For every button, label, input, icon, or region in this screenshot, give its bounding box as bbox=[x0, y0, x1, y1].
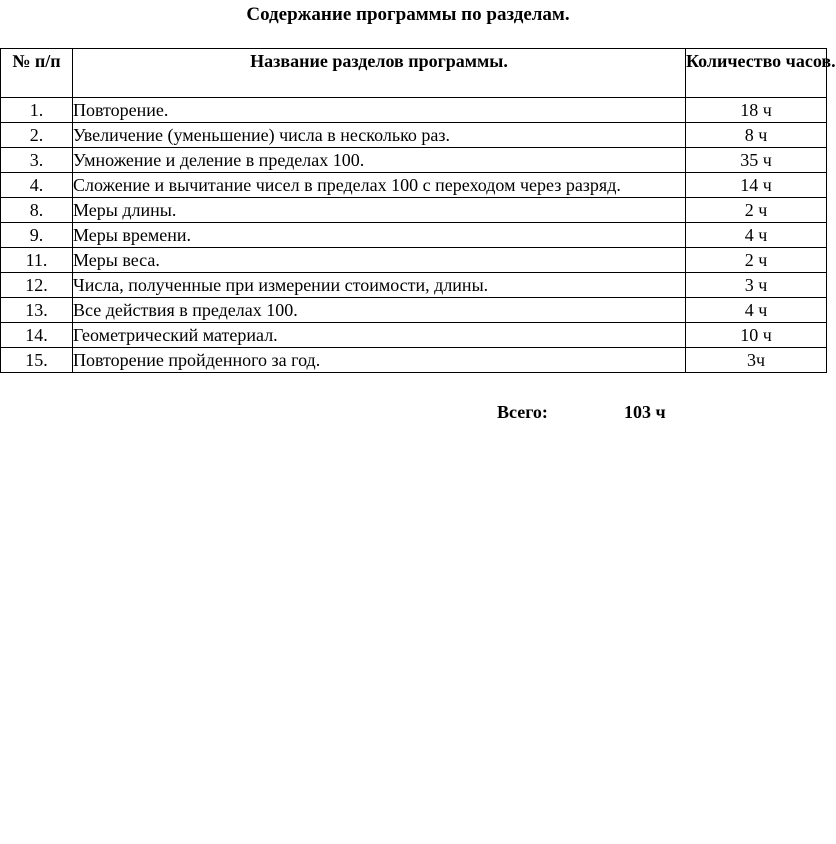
row-number: 14. bbox=[1, 323, 73, 348]
row-name: Геометрический материал. bbox=[73, 323, 686, 348]
table-body bbox=[1, 98, 827, 373]
row-number: 4. bbox=[1, 173, 73, 198]
row-name: Умножение и деление в пределах 100. bbox=[73, 148, 686, 173]
row-name: Меры веса. bbox=[73, 248, 686, 273]
header-name: Название разделов программы. bbox=[73, 49, 686, 98]
row-hours: 10 ч bbox=[686, 323, 827, 348]
table-row bbox=[1, 173, 827, 198]
row-hours: 14 ч bbox=[686, 173, 827, 198]
row-hours: 2 ч bbox=[686, 248, 827, 273]
header-hours: Количество часов. bbox=[686, 49, 827, 98]
row-hours: 4 ч bbox=[686, 223, 827, 248]
total-label: Всего: bbox=[497, 402, 548, 422]
row-hours: 4 ч bbox=[686, 298, 827, 323]
row-number: 11. bbox=[1, 248, 73, 273]
row-name: Меры времени. bbox=[73, 223, 686, 248]
table-row bbox=[1, 148, 827, 173]
document-title: Содержание программы по разделам. bbox=[246, 4, 570, 25]
header-number: № п/п bbox=[1, 49, 73, 98]
row-name: Числа, полученные при измерении стоимости, длины. bbox=[73, 273, 686, 298]
total-value: 103 ч bbox=[624, 402, 666, 422]
row-number: 9. bbox=[1, 223, 73, 248]
row-name: Меры длины. bbox=[73, 198, 686, 223]
row-name: Повторение. bbox=[73, 98, 686, 123]
program-table bbox=[0, 48, 836, 373]
table-row bbox=[1, 223, 827, 248]
table-row bbox=[1, 198, 827, 223]
row-name: Сложение и вычитание чисел в пределах 100 с переходом через разряд. bbox=[73, 173, 686, 198]
table-row bbox=[1, 273, 827, 298]
table-row bbox=[1, 298, 827, 323]
row-hours: 18 ч bbox=[686, 98, 827, 123]
row-hours: 3 ч bbox=[686, 273, 827, 298]
row-name: Повторение пройденного за год. bbox=[73, 348, 686, 373]
table-row bbox=[1, 123, 827, 148]
row-number: 15. bbox=[1, 348, 73, 373]
row-number: 1. bbox=[1, 98, 73, 123]
table-row bbox=[1, 348, 827, 373]
row-hours: 2 ч bbox=[686, 198, 827, 223]
row-hours: 3ч bbox=[686, 348, 827, 373]
table-row bbox=[1, 323, 827, 348]
table-header-row bbox=[1, 49, 827, 98]
row-name: Увеличение (уменьшение) числа в несколько раз. bbox=[73, 123, 686, 148]
row-number: 12. bbox=[1, 273, 73, 298]
table-row bbox=[1, 98, 827, 123]
row-hours: 35 ч bbox=[686, 148, 827, 173]
row-hours: 8 ч bbox=[686, 123, 827, 148]
row-name: Все действия в пределах 100. bbox=[73, 298, 686, 323]
row-number: 3. bbox=[1, 148, 73, 173]
row-number: 8. bbox=[1, 198, 73, 223]
row-number: 2. bbox=[1, 123, 73, 148]
table-row bbox=[1, 248, 827, 273]
row-number: 13. bbox=[1, 298, 73, 323]
